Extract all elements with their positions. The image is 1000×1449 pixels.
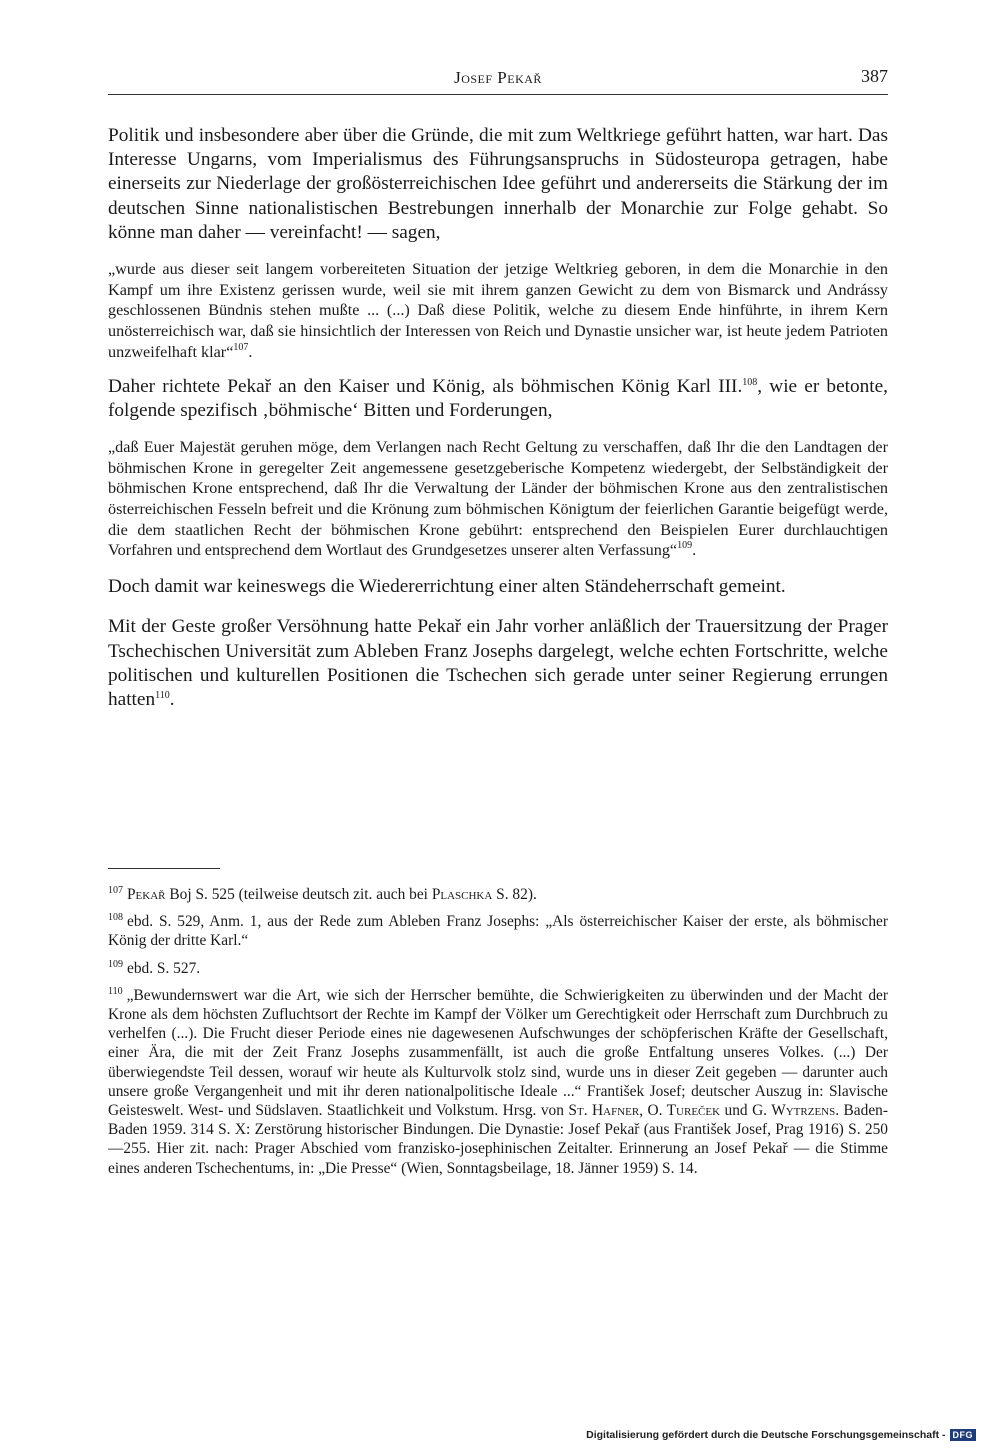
footnote-text: , [639,1102,648,1120]
paragraph-4: Mit der Geste großer Versöhnung hatte Pekař ein Jahr vorher anläßlich der Trauersitzung der Prager Tschechischen Universität zum Ableben Franz Josephs dargelegt, welche echten Fortschritte, welche politischen und kulturellen Positionen die Tschechen sich gerade unter seiner Regierung errungen hatten$^{110}$. [108,616,888,710]
block-quote-1: „wurde aus dieser seit langem vorbereiteten Situation der jetzige Weltkrieg geboren, in dem die Monarchie in den Kampf um ihre Existenz gerissen wurde, weil sie mit ihrem ganzen Gewicht zu dem von Bismarck und Andrássy geschlossenen Bündnis stehen mußte ... (...) Daß diese Politik, welche zu diesem Ende hinführte, in ihrem Kern unösterreichisch war, daß sie hinsichtlich der Interessen von Reich und Dynastie unsicher war, ist heute jedem Patrioten unzweifelhaft klar“$^{107}$. [108,260,888,361]
quote-1-text: „wurde aus dieser seit langem vorbereiteten Situation der jetzige Weltkrieg geboren, in dem die Monarchie in den Kampf um ihre Existenz gerissen wurde, weil sie mit ihrem ganzen Gewicht zu dem von Bismarck und Andrássy geschlossenen Bündnis stehen mußte ... (...) Daß diese Politik, welche zu diesem Ende hinführte, in ihrem Kern unösterreichisch war, daß sie hinsichtlich der Interessen von Reich und Dynastie unsicher war, ist heute jedem Patrioten unzweifelhaft klar“ [108,260,888,361]
running-header [108,64,888,95]
digitization-footer [586,1428,976,1442]
footnote-text: Boj S. 525 (teilweise deutsch zit. auch bei [165,886,432,903]
main-text [108,124,888,712]
footnote-ref-110: 110 [155,689,170,701]
footnote-109 [108,959,888,978]
author-name: Plaschka [431,886,493,903]
footnote-text: ebd. S. 527. [127,959,201,977]
footnote-text: . Baden-Baden 1959. 314 S. X: Zerstörung historischer Bindungen. Die Dynastie: Josef Pekař (aus František Josef, Prag 1916) S. 250—255. Hier zit. nach: Prager Abschied vom franzisko-josephinischen Zeitalter. Erinnerung an Josef Pekař — die Stimme eines anderen Tschechentums, in: „Die Presse“ (Wien, Sonntagsbeilage, 18. Jänner 1959) S. 14. [108,1102,888,1177]
block-quote-2: „daß Euer Majestät geruhen möge, dem Verlangen nach Recht Geltung zu verschaffen, daß Ihr die den Landtagen der böhmischen Krone in geregelter Zeit angemessene gesetzgeberische Kompetenz wiedergebt, der Selbständigkeit der böhmischen Krone entsprechend, daß Ihr die Verwaltung der Länder der böhmischen Krone aus den zentralistischen österreichischen Fesseln befreit und die Krönung zum böhmischen Königtum der feierlichen Garantie beigefügt werde, die dem staatlichen Recht der böhmischen Krone gebührt: entsprechend den Beispielen Eurer durchlauchtigen Vorfahren und entsprechend dem Wortlaut des Grundgesetzes unserer alten Verfassung“$^{109}$. [108,437,888,560]
footnote-ref-107: 107 [233,341,249,353]
footnote-rule [108,868,220,869]
footnote-108 [108,912,888,950]
footnote-text: ebd. S. 529, Anm. 1, aus der Rede zum Ableben Franz Josephs: „Als österreichischer Kaiser der erste, als böhmischer König der dritte Karl.“ [108,913,888,950]
paragraph-2 [108,375,888,423]
paragraph-3: Doch damit war keineswegs die Wiedererrichtung einer alten Ständeherrschaft gemeint. [108,576,786,598]
paragraph-1: Politik und insbesondere aber über die Gründe, die mit zum Weltkriege geführt hatten, war hart. Das Interesse Ungarns, vom Imperialismus des Führungsanspruchs in Südosteuropa getragen, habe einerseits zur Niederlage der großösterreichischen Idee geführt und andererseits die Stärkung der im deutschen Sinne nationalistischen Bestrebungen innerhalb der Monarchie zur Folge gehabt. So könne man daher — vereinfacht! — sagen, [108,125,888,243]
running-title: Josef Pekař [454,68,542,87]
author-name: Pekař [127,886,166,903]
dfg-logo: DFG [950,1429,977,1441]
footnote-text: S. 82). [492,886,537,903]
editor-name: St. Hafner [568,1102,640,1120]
footnote-110 [108,986,888,1178]
footnote-ref-109: 109 [677,540,693,552]
page-number: 387 [861,66,888,86]
footnote-number: 107 [108,885,123,896]
quote-2-text: „daß Euer Majestät geruhen möge, dem Verlangen nach Recht Geltung zu verschaffen, daß Ihr die den Landtagen der böhmischen Krone in geregelter Zeit angemessene gesetzgeberische Kompetenz wiedergebt, der Selbständigkeit der böhmischen Krone entsprechend, daß Ihr die Verwaltung der Länder der böhmischen Krone aus den zentralistischen österreichischen Fesseln befreit und die Krönung zum böhmischen Königtum der feierlichen Garantie beigefügt werde, die dem staatlichen Recht der böhmischen Krone gebührt: entsprechend den Beispielen Eurer durchlauchtigen Vorfahren und entsprechend dem Wortlaut des Grundgesetzes unserer alten Verfassung“ [108,437,888,560]
editor-name: O. Tureček [647,1102,721,1120]
paragraph-4-text: Mit der Geste großer Versöhnung hatte Pekař ein Jahr vorher anläßlich der Trauersitzung der Prager Tschechischen Universität zum Ableben Franz Josephs dargelegt, welche echten Fortschritte, welche politischen und kulturellen Positionen die Tschechen sich gerade unter seiner Regierung errungen hatten [108,616,888,710]
footnote-number: 109 [108,958,123,970]
footnote-text: und [720,1102,753,1120]
paragraph-2-text-a: Daher richtete Pekař an den Kaiser und König, als böhmischen König Karl III. [108,375,743,397]
funding-notice: Digitalisierung gefördert durch die Deutsche Forschungsgemeinschaft - [586,1429,946,1441]
footnote-number: 108 [108,912,123,924]
footnote-107 [108,885,888,904]
footnote-text: „Bewundernswert war die Art, wie sich der Herrscher bemühte, die Schwierigkeiten zu überwinden und der Macht der Krone als dem höchsten Zufluchtsort der Rechte im Kampf der Völker um Gerechtigkeit oder Herrschaft zum Durchbruch zu verhelfen (...). Die Frucht dieser Periode eines nie dagewesenen Aufschwunges der schöpferischen Kräfte der Gesellschaft, einer Ära, die mit der Zeit Franz Josephs zusammenfällt, ist auch die große Entfaltung unseres Volkes. (...) Der überwiegendste Teil dessen, worauf wir heute als Kulturvolk stolz sind, wurde uns in dieser Zeit gegeben — darunter auch unsere große Vergangenheit und mit ihr deren nationalpolitische Ideale ...“ František Josef; deutscher Auszug in: Slavische Geisteswelt. West- und Südslaven. Staatlichkeit und Volkstum. Hrsg. von [108,986,888,1120]
footnote-ref-108: 108 [742,376,758,388]
footnote-number: 110 [108,985,123,997]
paragraph-2-text-b: , wie er betonte, folgende spezifisch ‚böhmische‘ Bitten und Forderungen, [108,375,888,421]
footnotes [108,885,888,1186]
editor-name: G. Wytrzens [752,1102,836,1120]
